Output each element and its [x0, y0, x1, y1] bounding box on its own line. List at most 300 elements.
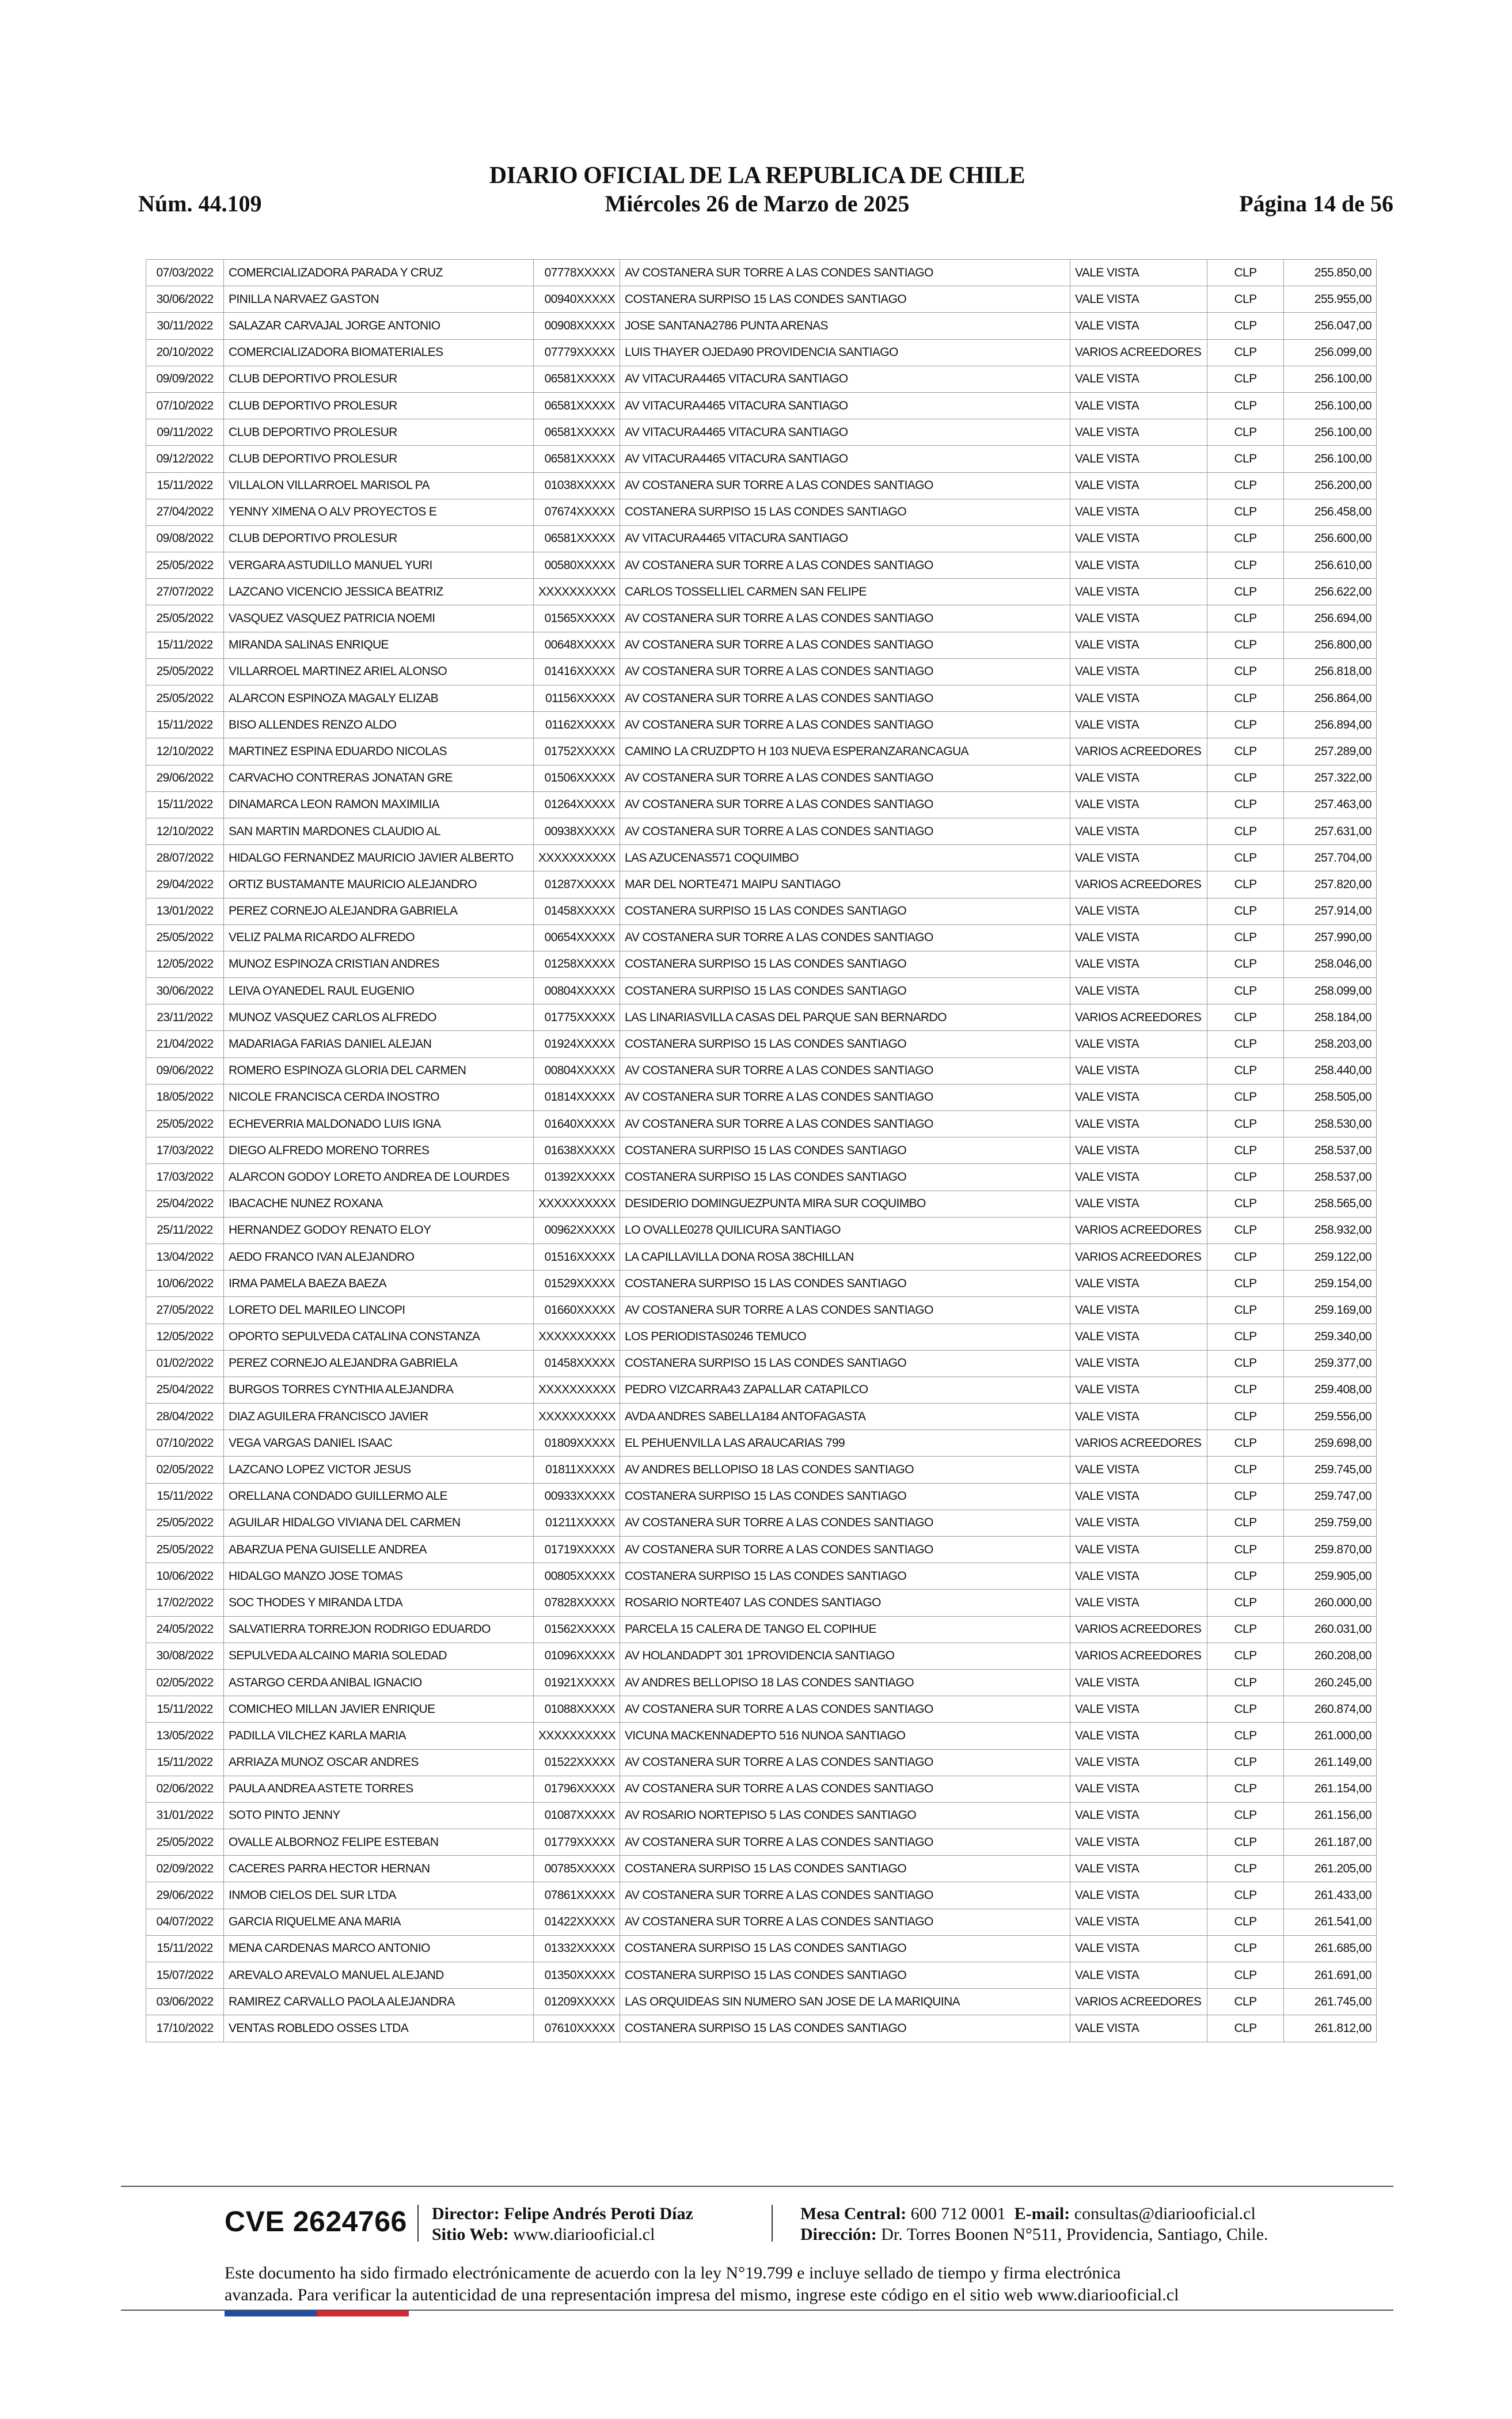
address-cell: COSTANERA SURPISO 15 LAS CONDES SANTIAGO — [620, 898, 1070, 924]
address-cell: AV COSTANERA SUR TORRE A LAS CONDES SANTIAGO — [620, 632, 1070, 658]
document-type-cell: VALE VISTA — [1070, 1297, 1207, 1324]
date-cell: 30/11/2022 — [146, 313, 224, 339]
rut-cell: 01392XXXXX — [534, 1164, 620, 1190]
page-indicator: Página 14 de 56 — [1239, 191, 1393, 217]
document-type-cell: VARIOS ACREEDORES — [1070, 871, 1207, 898]
date-cell: 13/05/2022 — [146, 1723, 224, 1749]
date-cell: 25/11/2022 — [146, 1217, 224, 1243]
date-cell: 10/06/2022 — [146, 1563, 224, 1590]
table-row — [146, 1537, 1377, 1563]
date-cell: 01/02/2022 — [146, 1350, 224, 1377]
cve-code: CVE 2624766 — [225, 2205, 407, 2238]
amount-cell: 257.820,00 — [1284, 871, 1377, 898]
document-type-cell: VALE VISTA — [1070, 499, 1207, 525]
currency-cell: CLP — [1207, 1643, 1284, 1669]
amount-cell: 256.622,00 — [1284, 579, 1377, 605]
date-cell: 15/11/2022 — [146, 712, 224, 738]
currency-cell: CLP — [1207, 658, 1284, 685]
amount-cell: 256.610,00 — [1284, 552, 1377, 579]
document-type-cell: VALE VISTA — [1070, 951, 1207, 977]
date-cell: 03/06/2022 — [146, 1989, 224, 2015]
name-cell: CLUB DEPORTIVO PROLESUR — [224, 525, 534, 552]
currency-cell: CLP — [1207, 525, 1284, 552]
table-row — [146, 1669, 1377, 1696]
document-type-cell: VALE VISTA — [1070, 1909, 1207, 1935]
amount-cell: 258.932,00 — [1284, 1217, 1377, 1243]
amount-cell: 256.100,00 — [1284, 392, 1377, 419]
name-cell: MUNOZ ESPINOZA CRISTIAN ANDRES — [224, 951, 534, 977]
currency-cell: CLP — [1207, 1350, 1284, 1377]
table-row — [146, 1324, 1377, 1350]
table-row — [146, 472, 1377, 499]
address-cell: AV COSTANERA SUR TORRE A LAS CONDES SANTIAGO — [620, 658, 1070, 685]
currency-cell: CLP — [1207, 1031, 1284, 1057]
amount-cell: 258.537,00 — [1284, 1164, 1377, 1190]
document-type-cell: VALE VISTA — [1070, 552, 1207, 579]
amount-cell: 261.154,00 — [1284, 1776, 1377, 1802]
address-cell: AV VITACURA4465 VITACURA SANTIAGO — [620, 419, 1070, 446]
table-row — [146, 1563, 1377, 1590]
amount-cell: 261.149,00 — [1284, 1749, 1377, 1776]
amount-cell: 256.894,00 — [1284, 712, 1377, 738]
name-cell: MARTINEZ ESPINA EDUARDO NICOLAS — [224, 738, 534, 765]
address-cell: AV COSTANERA SUR TORRE A LAS CONDES SANTIAGO — [620, 1882, 1070, 1909]
name-cell: OVALLE ALBORNOZ FELIPE ESTEBAN — [224, 1829, 534, 1856]
currency-cell: CLP — [1207, 1404, 1284, 1430]
currency-cell: CLP — [1207, 1696, 1284, 1723]
document-type-cell: VALE VISTA — [1070, 1324, 1207, 1350]
table-row — [146, 1004, 1377, 1031]
table-row — [146, 446, 1377, 472]
name-cell: VEGA VARGAS DANIEL ISAAC — [224, 1430, 534, 1457]
amount-cell: 258.099,00 — [1284, 978, 1377, 1004]
rut-cell: 00654XXXXX — [534, 924, 620, 951]
name-cell: CLUB DEPORTIVO PROLESUR — [224, 419, 534, 446]
name-cell: ECHEVERRIA MALDONADO LUIS IGNA — [224, 1111, 534, 1138]
address-cell: DESIDERIO DOMINGUEZPUNTA MIRA SUR COQUIMBO — [620, 1190, 1070, 1217]
rut-cell: 06581XXXXX — [534, 525, 620, 552]
date-cell: 07/10/2022 — [146, 1430, 224, 1457]
document-type-cell: VALE VISTA — [1070, 1164, 1207, 1190]
date-cell: 15/11/2022 — [146, 1935, 224, 1962]
amount-cell: 261.812,00 — [1284, 2015, 1377, 2042]
address-cell: LOS PERIODISTAS0246 TEMUCO — [620, 1324, 1070, 1350]
currency-cell: CLP — [1207, 1057, 1284, 1084]
name-cell: LAZCANO VICENCIO JESSICA BEATRIZ — [224, 579, 534, 605]
amount-cell: 259.154,00 — [1284, 1271, 1377, 1297]
rut-cell: 01516XXXXX — [534, 1243, 620, 1270]
address-cell: COSTANERA SURPISO 15 LAS CONDES SANTIAGO — [620, 1138, 1070, 1164]
amount-cell: 258.537,00 — [1284, 1138, 1377, 1164]
rut-cell: 01088XXXXX — [534, 1696, 620, 1723]
name-cell: VASQUEZ VASQUEZ PATRICIA NOEMI — [224, 605, 534, 632]
document-type-cell: VARIOS ACREEDORES — [1070, 738, 1207, 765]
table-row — [146, 924, 1377, 951]
document-type-cell: VALE VISTA — [1070, 1537, 1207, 1563]
amount-cell: 259.745,00 — [1284, 1457, 1377, 1483]
address-cell: COSTANERA SURPISO 15 LAS CONDES SANTIAGO — [620, 1271, 1070, 1297]
amount-cell: 256.600,00 — [1284, 525, 1377, 552]
currency-cell: CLP — [1207, 845, 1284, 871]
date-cell: 10/06/2022 — [146, 1271, 224, 1297]
amount-cell: 261.541,00 — [1284, 1909, 1377, 1935]
table-row — [146, 1962, 1377, 1989]
address-cell: AV COSTANERA SUR TORRE A LAS CONDES SANTIAGO — [620, 1829, 1070, 1856]
date-cell: 25/04/2022 — [146, 1377, 224, 1403]
table-row — [146, 1882, 1377, 1909]
director-name: Felipe Andrés Peroti Díaz — [504, 2204, 693, 2223]
address-cell: ROSARIO NORTE407 LAS CONDES SANTIAGO — [620, 1590, 1070, 1616]
date-cell: 27/04/2022 — [146, 499, 224, 525]
currency-cell: CLP — [1207, 685, 1284, 712]
name-cell: SALAZAR CARVAJAL JORGE ANTONIO — [224, 313, 534, 339]
name-cell: HERNANDEZ GODOY RENATO ELOY — [224, 1217, 534, 1243]
address-cell: LA CAPILLAVILLA DONA ROSA 38CHILLAN — [620, 1243, 1070, 1270]
date-cell: 17/02/2022 — [146, 1590, 224, 1616]
currency-cell: CLP — [1207, 1935, 1284, 1962]
name-cell: INMOB CIELOS DEL SUR LTDA — [224, 1882, 534, 1909]
amount-cell: 257.990,00 — [1284, 924, 1377, 951]
table-row — [146, 525, 1377, 552]
address-cell: LAS LINARIASVILLA CASAS DEL PARQUE SAN BERNARDO — [620, 1004, 1070, 1031]
document-type-cell: VALE VISTA — [1070, 446, 1207, 472]
rut-cell: 01287XXXXX — [534, 871, 620, 898]
address-cell: AV COSTANERA SUR TORRE A LAS CONDES SANTIAGO — [620, 924, 1070, 951]
date-cell: 15/11/2022 — [146, 791, 224, 818]
currency-cell: CLP — [1207, 1510, 1284, 1536]
rut-cell: 01924XXXXX — [534, 1031, 620, 1057]
table-row — [146, 685, 1377, 712]
newspaper-title: DIARIO OFICIAL DE LA REPUBLICA DE CHILE — [489, 162, 1025, 189]
address-cell: AV COSTANERA SUR TORRE A LAS CONDES SANTIAGO — [620, 605, 1070, 632]
currency-cell: CLP — [1207, 1271, 1284, 1297]
table-row — [146, 1031, 1377, 1057]
date-cell: 30/06/2022 — [146, 978, 224, 1004]
address-cell: VICUNA MACKENNADEPTO 516 NUNOA SANTIAGO — [620, 1723, 1070, 1749]
rut-cell: 06581XXXXX — [534, 419, 620, 446]
amount-cell: 256.458,00 — [1284, 499, 1377, 525]
address-cell: COSTANERA SURPISO 15 LAS CONDES SANTIAGO — [620, 978, 1070, 1004]
name-cell: DINAMARCA LEON RAMON MAXIMILIA — [224, 791, 534, 818]
address-cell: AV VITACURA4465 VITACURA SANTIAGO — [620, 366, 1070, 392]
name-cell: SOC THODES Y MIRANDA LTDA — [224, 1590, 534, 1616]
rut-cell: XXXXXXXXXX — [534, 1404, 620, 1430]
currency-cell: CLP — [1207, 1749, 1284, 1776]
rut-cell: 00962XXXXX — [534, 1217, 620, 1243]
table-row — [146, 1776, 1377, 1802]
address-cell: AV COSTANERA SUR TORRE A LAS CONDES SANTIAGO — [620, 1297, 1070, 1324]
currency-cell: CLP — [1207, 339, 1284, 366]
address-cell: COSTANERA SURPISO 15 LAS CONDES SANTIAGO — [620, 2015, 1070, 2042]
table-row — [146, 951, 1377, 977]
document-type-cell: VALE VISTA — [1070, 1271, 1207, 1297]
name-cell: IRMA PAMELA BAEZA BAEZA — [224, 1271, 534, 1297]
document-type-cell: VARIOS ACREEDORES — [1070, 1430, 1207, 1457]
name-cell: ASTARGO CERDA ANIBAL IGNACIO — [224, 1669, 534, 1696]
web-link[interactable]: www.diariooficial.cl — [513, 2225, 655, 2244]
amount-cell: 258.203,00 — [1284, 1031, 1377, 1057]
name-cell: MADARIAGA FARIAS DANIEL ALEJAN — [224, 1031, 534, 1057]
date-cell: 25/05/2022 — [146, 605, 224, 632]
currency-cell: CLP — [1207, 1563, 1284, 1590]
rut-cell: 06581XXXXX — [534, 366, 620, 392]
amount-cell: 260.000,00 — [1284, 1590, 1377, 1616]
document-type-cell: VARIOS ACREEDORES — [1070, 1643, 1207, 1669]
rut-cell: 01350XXXXX — [534, 1962, 620, 1989]
page-header — [121, 161, 1393, 219]
amount-cell: 261.691,00 — [1284, 1962, 1377, 1989]
table-row — [146, 1749, 1377, 1776]
table-row — [146, 1377, 1377, 1403]
name-cell: PADILLA VILCHEZ KARLA MARIA — [224, 1723, 534, 1749]
name-cell: COMICHEO MILLAN JAVIER ENRIQUE — [224, 1696, 534, 1723]
document-type-cell: VALE VISTA — [1070, 1696, 1207, 1723]
document-type-cell: VALE VISTA — [1070, 392, 1207, 419]
address-cell: AV VITACURA4465 VITACURA SANTIAGO — [620, 392, 1070, 419]
rut-cell: 01638XXXXX — [534, 1138, 620, 1164]
date-cell: 18/05/2022 — [146, 1084, 224, 1110]
rut-cell: 01796XXXXX — [534, 1776, 620, 1802]
amount-cell: 256.047,00 — [1284, 313, 1377, 339]
date-cell: 17/03/2022 — [146, 1138, 224, 1164]
document-type-cell: VALE VISTA — [1070, 1776, 1207, 1802]
address-cell: AV COSTANERA SUR TORRE A LAS CONDES SANTIAGO — [620, 765, 1070, 791]
table-row — [146, 499, 1377, 525]
name-cell: SEPULVEDA ALCAINO MARIA SOLEDAD — [224, 1643, 534, 1669]
document-type-cell: VALE VISTA — [1070, 791, 1207, 818]
date-cell: 25/05/2022 — [146, 924, 224, 951]
date-cell: 28/07/2022 — [146, 845, 224, 871]
table-row — [146, 1057, 1377, 1084]
name-cell: AEDO FRANCO IVAN ALEJANDRO — [224, 1243, 534, 1270]
mesa-phone: 600 712 0001 — [910, 2204, 1006, 2223]
address-cell: COSTANERA SURPISO 15 LAS CONDES SANTIAGO — [620, 499, 1070, 525]
name-cell: LEIVA OYANEDEL RAUL EUGENIO — [224, 978, 534, 1004]
table-row — [146, 1404, 1377, 1430]
amount-cell: 259.556,00 — [1284, 1404, 1377, 1430]
address-cell: MAR DEL NORTE471 MAIPU SANTIAGO — [620, 871, 1070, 898]
rut-cell: 01258XXXXX — [534, 951, 620, 977]
currency-cell: CLP — [1207, 286, 1284, 313]
address-cell: AV COSTANERA SUR TORRE A LAS CONDES SANTIAGO — [620, 1909, 1070, 1935]
document-type-cell: VALE VISTA — [1070, 898, 1207, 924]
currency-cell: CLP — [1207, 552, 1284, 579]
document-type-cell: VALE VISTA — [1070, 1856, 1207, 1882]
currency-cell: CLP — [1207, 1989, 1284, 2015]
name-cell: ORELLANA CONDADO GUILLERMO ALE — [224, 1483, 534, 1510]
table-row — [146, 1190, 1377, 1217]
currency-cell: CLP — [1207, 791, 1284, 818]
table-row — [146, 419, 1377, 446]
name-cell: MENA CARDENAS MARCO ANTONIO — [224, 1935, 534, 1962]
table-row — [146, 605, 1377, 632]
address-cell: LUIS THAYER OJEDA90 PROVIDENCIA SANTIAGO — [620, 339, 1070, 366]
address-cell: COSTANERA SURPISO 15 LAS CONDES SANTIAGO — [620, 1350, 1070, 1377]
currency-cell: CLP — [1207, 1111, 1284, 1138]
name-cell: PAULA ANDREA ASTETE TORRES — [224, 1776, 534, 1802]
currency-cell: CLP — [1207, 1802, 1284, 1829]
date-cell: 25/04/2022 — [146, 1190, 224, 1217]
table-row — [146, 1138, 1377, 1164]
amount-cell: 257.914,00 — [1284, 898, 1377, 924]
currency-cell: CLP — [1207, 1457, 1284, 1483]
date-cell: 09/12/2022 — [146, 446, 224, 472]
date-cell: 17/10/2022 — [146, 2015, 224, 2042]
name-cell: SAN MARTIN MARDONES CLAUDIO AL — [224, 818, 534, 844]
currency-cell: CLP — [1207, 978, 1284, 1004]
rut-cell: 07861XXXXX — [534, 1882, 620, 1909]
date-cell: 13/04/2022 — [146, 1243, 224, 1270]
date-cell: 12/10/2022 — [146, 738, 224, 765]
name-cell: VILLALON VILLARROEL MARISOL PA — [224, 472, 534, 499]
date-cell: 23/11/2022 — [146, 1004, 224, 1031]
date-cell: 30/06/2022 — [146, 286, 224, 313]
amount-cell: 259.698,00 — [1284, 1430, 1377, 1457]
rut-cell: XXXXXXXXXX — [534, 1190, 620, 1217]
address-cell: AV COSTANERA SUR TORRE A LAS CONDES SANTIAGO — [620, 1510, 1070, 1536]
address-cell: AV ANDRES BELLOPISO 18 LAS CONDES SANTIAGO — [620, 1457, 1070, 1483]
currency-cell: CLP — [1207, 1243, 1284, 1270]
address-cell: AV COSTANERA SUR TORRE A LAS CONDES SANTIAGO — [620, 552, 1070, 579]
name-cell: HIDALGO MANZO JOSE TOMAS — [224, 1563, 534, 1590]
currency-cell: CLP — [1207, 1829, 1284, 1856]
table-row — [146, 1989, 1377, 2015]
date-cell: 25/05/2022 — [146, 1111, 224, 1138]
amount-cell: 259.340,00 — [1284, 1324, 1377, 1350]
currency-cell: CLP — [1207, 765, 1284, 791]
document-type-cell: VALE VISTA — [1070, 1882, 1207, 1909]
rut-cell: 07779XXXXX — [534, 339, 620, 366]
date-cell: 17/03/2022 — [146, 1164, 224, 1190]
amount-cell: 256.100,00 — [1284, 446, 1377, 472]
date-cell: 29/06/2022 — [146, 1882, 224, 1909]
address-cell: PEDRO VIZCARRA43 ZAPALLAR CATAPILCO — [620, 1377, 1070, 1403]
document-type-cell: VALE VISTA — [1070, 1802, 1207, 1829]
date-cell: 21/04/2022 — [146, 1031, 224, 1057]
document-type-cell: VALE VISTA — [1070, 1350, 1207, 1377]
table-row — [146, 286, 1377, 313]
table-row — [146, 1457, 1377, 1483]
director-label: Director: — [432, 2204, 500, 2223]
rut-cell: 01562XXXXX — [534, 1616, 620, 1643]
date-cell: 15/07/2022 — [146, 1962, 224, 1989]
rut-cell: 01565XXXXX — [534, 605, 620, 632]
document-type-cell: VALE VISTA — [1070, 1404, 1207, 1430]
address-cell: COSTANERA SURPISO 15 LAS CONDES SANTIAGO — [620, 951, 1070, 977]
date-cell: 28/04/2022 — [146, 1404, 224, 1430]
date-cell: 31/01/2022 — [146, 1802, 224, 1829]
date-cell: 30/08/2022 — [146, 1643, 224, 1669]
rut-cell: 07610XXXXX — [534, 2015, 620, 2042]
address-cell: JOSE SANTANA2786 PUNTA ARENAS — [620, 313, 1070, 339]
document-type-cell: VALE VISTA — [1070, 1510, 1207, 1536]
date-cell: 25/05/2022 — [146, 1537, 224, 1563]
header-center — [121, 161, 1393, 218]
address-cell: AV COSTANERA SUR TORRE A LAS CONDES SANTIAGO — [620, 260, 1070, 286]
date-cell: 12/10/2022 — [146, 818, 224, 844]
rut-cell: 07828XXXXX — [534, 1590, 620, 1616]
amount-cell: 257.322,00 — [1284, 765, 1377, 791]
document-type-cell: VALE VISTA — [1070, 260, 1207, 286]
name-cell: AREVALO AREVALO MANUEL ALEJAND — [224, 1962, 534, 1989]
name-cell: RAMIREZ CARVALLO PAOLA ALEJANDRA — [224, 1989, 534, 2015]
table-row — [146, 978, 1377, 1004]
currency-cell: CLP — [1207, 1882, 1284, 1909]
currency-cell: CLP — [1207, 1164, 1284, 1190]
table-row — [146, 1935, 1377, 1962]
table-row — [146, 791, 1377, 818]
footer-separator — [772, 2205, 773, 2242]
currency-cell: CLP — [1207, 392, 1284, 419]
date-cell: 25/05/2022 — [146, 552, 224, 579]
address-cell: AV ANDRES BELLOPISO 18 LAS CONDES SANTIAGO — [620, 1669, 1070, 1696]
table-row — [146, 1856, 1377, 1882]
email-link[interactable]: consultas@diariooficial.cl — [1074, 2204, 1256, 2223]
name-cell: BURGOS TORRES CYNTHIA ALEJANDRA — [224, 1377, 534, 1403]
name-cell: GARCIA RIQUELME ANA MARIA — [224, 1909, 534, 1935]
name-cell: ABARZUA PENA GUISELLE ANDREA — [224, 1537, 534, 1563]
address-cell: AV COSTANERA SUR TORRE A LAS CONDES SANTIAGO — [620, 791, 1070, 818]
amount-cell: 261.187,00 — [1284, 1829, 1377, 1856]
rut-cell: 00940XXXXX — [534, 286, 620, 313]
amount-cell: 261.685,00 — [1284, 1935, 1377, 1962]
currency-cell: CLP — [1207, 1190, 1284, 1217]
amount-cell: 256.099,00 — [1284, 339, 1377, 366]
date-cell: 25/05/2022 — [146, 1829, 224, 1856]
document-type-cell: VALE VISTA — [1070, 1031, 1207, 1057]
date-cell: 09/09/2022 — [146, 366, 224, 392]
address-cell: AV COSTANERA SUR TORRE A LAS CONDES SANTIAGO — [620, 1084, 1070, 1110]
name-cell: OPORTO SEPULVEDA CATALINA CONSTANZA — [224, 1324, 534, 1350]
date-cell: 09/08/2022 — [146, 525, 224, 552]
name-cell: VERGARA ASTUDILLO MANUEL YURI — [224, 552, 534, 579]
date-cell: 20/10/2022 — [146, 339, 224, 366]
table-row — [146, 765, 1377, 791]
name-cell: SALVATIERRA TORREJON RODRIGO EDUARDO — [224, 1616, 534, 1643]
table-row — [146, 738, 1377, 765]
footer-separator — [417, 2205, 419, 2242]
table-row — [146, 1723, 1377, 1749]
amount-cell: 260.208,00 — [1284, 1643, 1377, 1669]
table-row — [146, 1590, 1377, 1616]
issue-number: Núm. 44.109 — [138, 191, 262, 217]
rut-cell: XXXXXXXXXX — [534, 579, 620, 605]
document-type-cell: VALE VISTA — [1070, 1935, 1207, 1962]
currency-cell: CLP — [1207, 712, 1284, 738]
amount-cell: 258.565,00 — [1284, 1190, 1377, 1217]
amount-cell: 260.874,00 — [1284, 1696, 1377, 1723]
address-cell: AV VITACURA4465 VITACURA SANTIAGO — [620, 525, 1070, 552]
address-cell: AV COSTANERA SUR TORRE A LAS CONDES SANTIAGO — [620, 685, 1070, 712]
name-cell: BISO ALLENDES RENZO ALDO — [224, 712, 534, 738]
rut-cell: XXXXXXXXXX — [534, 1324, 620, 1350]
table-row — [146, 552, 1377, 579]
amount-cell: 258.184,00 — [1284, 1004, 1377, 1031]
document-type-cell: VALE VISTA — [1070, 845, 1207, 871]
flag-red-stripe — [317, 2311, 409, 2316]
document-type-cell: VALE VISTA — [1070, 924, 1207, 951]
document-type-cell: VALE VISTA — [1070, 1483, 1207, 1510]
currency-cell: CLP — [1207, 898, 1284, 924]
date-cell: 29/04/2022 — [146, 871, 224, 898]
date-cell: 02/05/2022 — [146, 1457, 224, 1483]
amount-cell: 256.800,00 — [1284, 632, 1377, 658]
rut-cell: 01038XXXXX — [534, 472, 620, 499]
currency-cell: CLP — [1207, 1430, 1284, 1457]
address-cell: COSTANERA SURPISO 15 LAS CONDES SANTIAGO — [620, 1935, 1070, 1962]
director-block — [432, 2204, 693, 2245]
table-row — [146, 1297, 1377, 1324]
